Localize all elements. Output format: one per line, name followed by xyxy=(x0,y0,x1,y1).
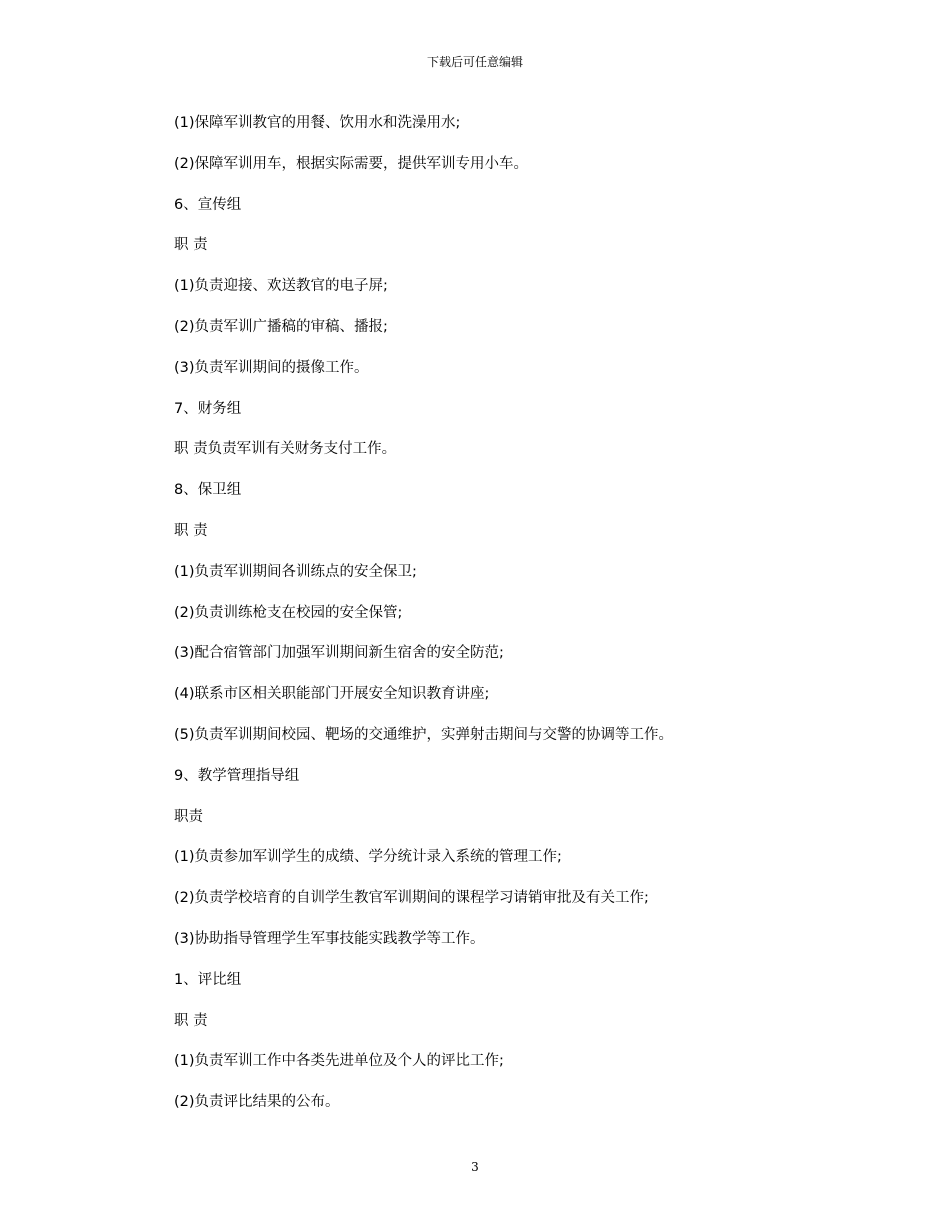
page-header: 下载后可任意编辑 xyxy=(426,55,523,69)
body-line: (2)负责评比结果的公布。 xyxy=(174,1094,340,1111)
body-line: (2)负责训练枪支在校园的安全保管; xyxy=(174,604,403,621)
duty-label: 职 责 xyxy=(174,237,208,254)
duty-label: 职责 xyxy=(174,808,203,825)
body-line: (1)负责参加军训学生的成绩、学分统计录入系统的管理工作; xyxy=(174,849,562,866)
body-line: (3)负责军训期间的摄像工作。 xyxy=(174,359,369,376)
body-line: (1)负责迎接、欢送教官的电子屏; xyxy=(174,278,388,295)
document-body xyxy=(174,113,814,1133)
body-line: (2)保障军训用车，根据实际需要，提供军训专用小车。 xyxy=(174,155,529,172)
body-line: (1)保障军训教官的用餐、饮用水和洗澡用水; xyxy=(174,115,461,131)
body-line: (3)协助指导管理学生军事技能实践教学等工作。 xyxy=(174,930,485,947)
duty-label: 职 责 xyxy=(174,522,208,539)
body-line: (5)负责军训期间校园、靶场的交通维护，实弹射击期间与交警的协调等工作。 xyxy=(174,726,674,743)
section-heading: 1、评比组 xyxy=(174,971,242,988)
page-number: 3 xyxy=(471,1160,479,1174)
section-heading: 7、财务组 xyxy=(174,400,242,417)
body-line: (1)负责军训期间各训练点的安全保卫; xyxy=(174,563,417,580)
body-line: (1)负责军训工作中各类先进单位及个人的评比工作; xyxy=(174,1053,504,1070)
section-heading: 6、宣传组 xyxy=(174,196,242,213)
body-line: 职 责负责军训有关财务支付工作。 xyxy=(174,441,397,458)
body-line: (4)联系市区相关职能部门开展安全知识教育讲座; xyxy=(174,686,490,703)
duty-label: 职 责 xyxy=(174,1012,208,1029)
body-line: (2)负责军训广播稿的审稿、播报; xyxy=(174,318,388,335)
body-line: (3)配合宿管部门加强军训期间新生宿舍的安全防范; xyxy=(174,645,504,662)
body-line: (2)负责学校培育的自训学生教官军训期间的课程学习请销审批及有关工作; xyxy=(174,890,649,907)
section-heading: 8、保卫组 xyxy=(174,482,242,499)
section-heading: 9、教学管理指导组 xyxy=(174,767,300,784)
